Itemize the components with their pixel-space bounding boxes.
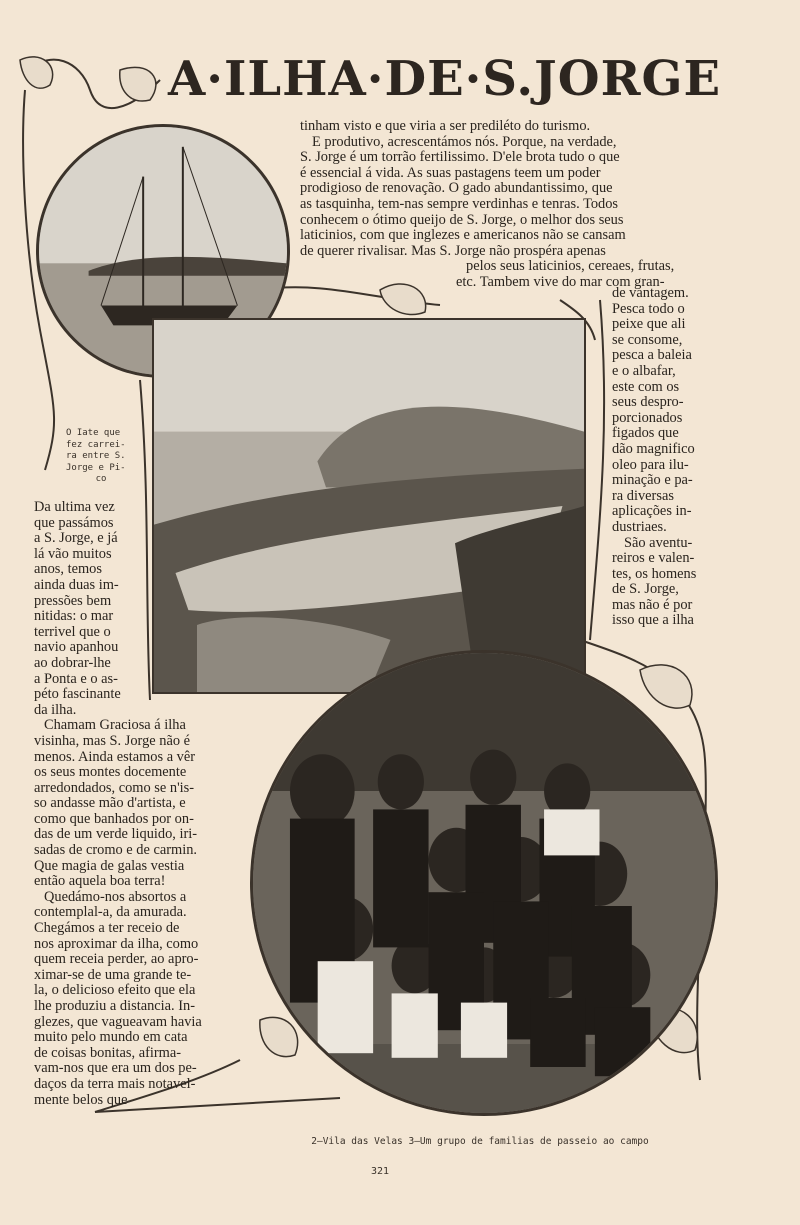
text-line: Chamam Graciosa á ilha bbox=[44, 717, 186, 734]
text-line: de coisas bonitas, afirma- bbox=[34, 1044, 182, 1061]
text-line: ximar-se de uma grande te- bbox=[34, 966, 192, 983]
text-line: de S. Jorge, bbox=[612, 581, 679, 598]
text-line: tes, os homens bbox=[612, 565, 697, 582]
family-group-photo bbox=[250, 650, 718, 1116]
text-line: etc. Tambem vive do mar com gran- bbox=[456, 273, 665, 290]
text-line: este com os bbox=[612, 378, 680, 395]
text-line: conhecem o ótimo queijo de S. Jorge, o melhor dos seus bbox=[300, 211, 624, 228]
text-line: então aquela boa terra! bbox=[34, 873, 166, 890]
text-line: a S. Jorge, e já bbox=[34, 530, 118, 547]
text-line: mas não é por bbox=[612, 596, 693, 613]
article-column-left bbox=[34, 500, 230, 1108]
text-line: pressões bem bbox=[34, 592, 112, 609]
text-line: glezes, que vagueavam havia bbox=[34, 1013, 202, 1030]
text-line: navio apanhou bbox=[34, 639, 119, 656]
text-line: oleo para ilu- bbox=[612, 456, 689, 473]
text-line: a Ponta e o as- bbox=[34, 670, 118, 687]
text-line: isso que a ilha bbox=[612, 612, 694, 629]
text-line: da ilha. bbox=[34, 701, 77, 718]
article-column-right bbox=[612, 286, 716, 629]
text-line: dão magnifico bbox=[612, 440, 695, 457]
text-line: dustriaes. bbox=[612, 518, 667, 535]
caption-line: Jorge e Pi- bbox=[66, 462, 126, 473]
caption-line: O Iate que bbox=[66, 428, 121, 438]
text-line: la, o delicioso efeito que ela bbox=[34, 982, 196, 999]
text-line: ao dobrar-lhe bbox=[34, 654, 111, 671]
article-column-top bbox=[300, 119, 716, 291]
text-line: contemplal-a, da amurada. bbox=[34, 904, 187, 921]
caption-line: fez carrei- bbox=[66, 439, 126, 450]
photo-caption: 2—Vila das Velas 3—Um grupo de familias de passeio ao campo bbox=[311, 1136, 649, 1147]
text-line: Que magia de galas vestia bbox=[34, 857, 185, 874]
text-line: ainda duas im- bbox=[34, 576, 119, 593]
text-line: pesca a baleia bbox=[612, 347, 692, 364]
text-line: pelos seus laticinios, cereaes, frutas, bbox=[466, 258, 675, 275]
text-line: S. Jorge é um torrão fertilissimo. D'ele brota tudo o que bbox=[300, 149, 620, 166]
text-line: como que banhados por on- bbox=[34, 810, 194, 827]
text-line: os seus montes docemente bbox=[34, 764, 187, 781]
text-line: E produtivo, acrescentámos nós. Porque, na verdade, bbox=[312, 133, 617, 150]
text-line: laticinios, com que inglezes e americanos não se cansam bbox=[300, 227, 626, 244]
text-line: Pesca todo o bbox=[612, 300, 685, 317]
text-line: péto fascinante bbox=[34, 686, 121, 703]
text-line: Da ultima vez bbox=[34, 499, 115, 515]
text-line: seus despro- bbox=[612, 394, 684, 411]
text-line: minação e pa- bbox=[612, 472, 693, 489]
text-line: São aventu- bbox=[624, 534, 693, 551]
text-line: Chegámos a ter receio de bbox=[34, 920, 180, 937]
text-line: sadas de cromo e de carmin. bbox=[34, 842, 198, 859]
text-line: das de um verde liquido, iri- bbox=[34, 826, 198, 843]
text-line: figados que bbox=[612, 425, 679, 442]
text-line: aplicações in- bbox=[612, 503, 692, 520]
text-line: terrivel que o bbox=[34, 623, 111, 640]
text-line: menos. Ainda estamos a vêr bbox=[34, 748, 196, 765]
text-line: mente belos que bbox=[34, 1091, 128, 1108]
text-line: e o albafar, bbox=[612, 362, 676, 379]
caption-line: co bbox=[95, 474, 107, 484]
text-line: é essencial á vida. As suas pastagens teem um poder bbox=[300, 164, 601, 181]
yacht-caption bbox=[66, 428, 136, 486]
text-line: que passámos bbox=[34, 514, 114, 531]
page-number: 321 bbox=[370, 1166, 390, 1177]
text-line: ra diversas bbox=[612, 487, 674, 504]
text-line: nos aproximar da ilha, como bbox=[34, 935, 199, 952]
text-line: de vantagem. bbox=[612, 285, 689, 301]
text-line: Quedámo-nos absortos a bbox=[44, 888, 187, 905]
text-line: quem receia perder, ao apro- bbox=[34, 951, 199, 968]
text-line: so andasse mão d'artista, e bbox=[34, 795, 186, 812]
text-line: peixe que ali bbox=[612, 316, 686, 333]
text-line: se consome, bbox=[612, 331, 683, 348]
text-line: porcionados bbox=[612, 409, 683, 426]
text-line: lhe produziu a distancia. In- bbox=[34, 998, 196, 1014]
text-line: anos, temos bbox=[34, 561, 102, 578]
text-line: daços da terra mais notavel- bbox=[34, 1075, 196, 1092]
text-line: reiros e valen- bbox=[612, 550, 695, 567]
text-line: visinha, mas S. Jorge não é bbox=[34, 732, 191, 749]
text-line: nitidas: o mar bbox=[34, 608, 114, 625]
page-title: A·ILHA·DE·S.JORGE bbox=[168, 51, 722, 107]
text-line: muito pelo mundo em cata bbox=[34, 1029, 188, 1046]
text-line: prodigioso de renovação. O gado abundantissimo, que bbox=[300, 180, 613, 197]
text-line: de querer rivalisar. Mas S. Jorge não prospéra apenas bbox=[300, 242, 606, 259]
text-line: lá vão muitos bbox=[34, 545, 112, 562]
text-line: arredondados, como se n'is- bbox=[34, 779, 195, 796]
text-line: as tasquinha, tem-nas sempre verdinhas e tenras. Todos bbox=[300, 195, 619, 212]
text-line: tinham visto e que viria a ser prediléto do turismo. bbox=[300, 118, 591, 134]
text-line: vam-nos que era um dos pe- bbox=[34, 1060, 197, 1077]
caption-line: ra entre S. bbox=[66, 451, 126, 461]
